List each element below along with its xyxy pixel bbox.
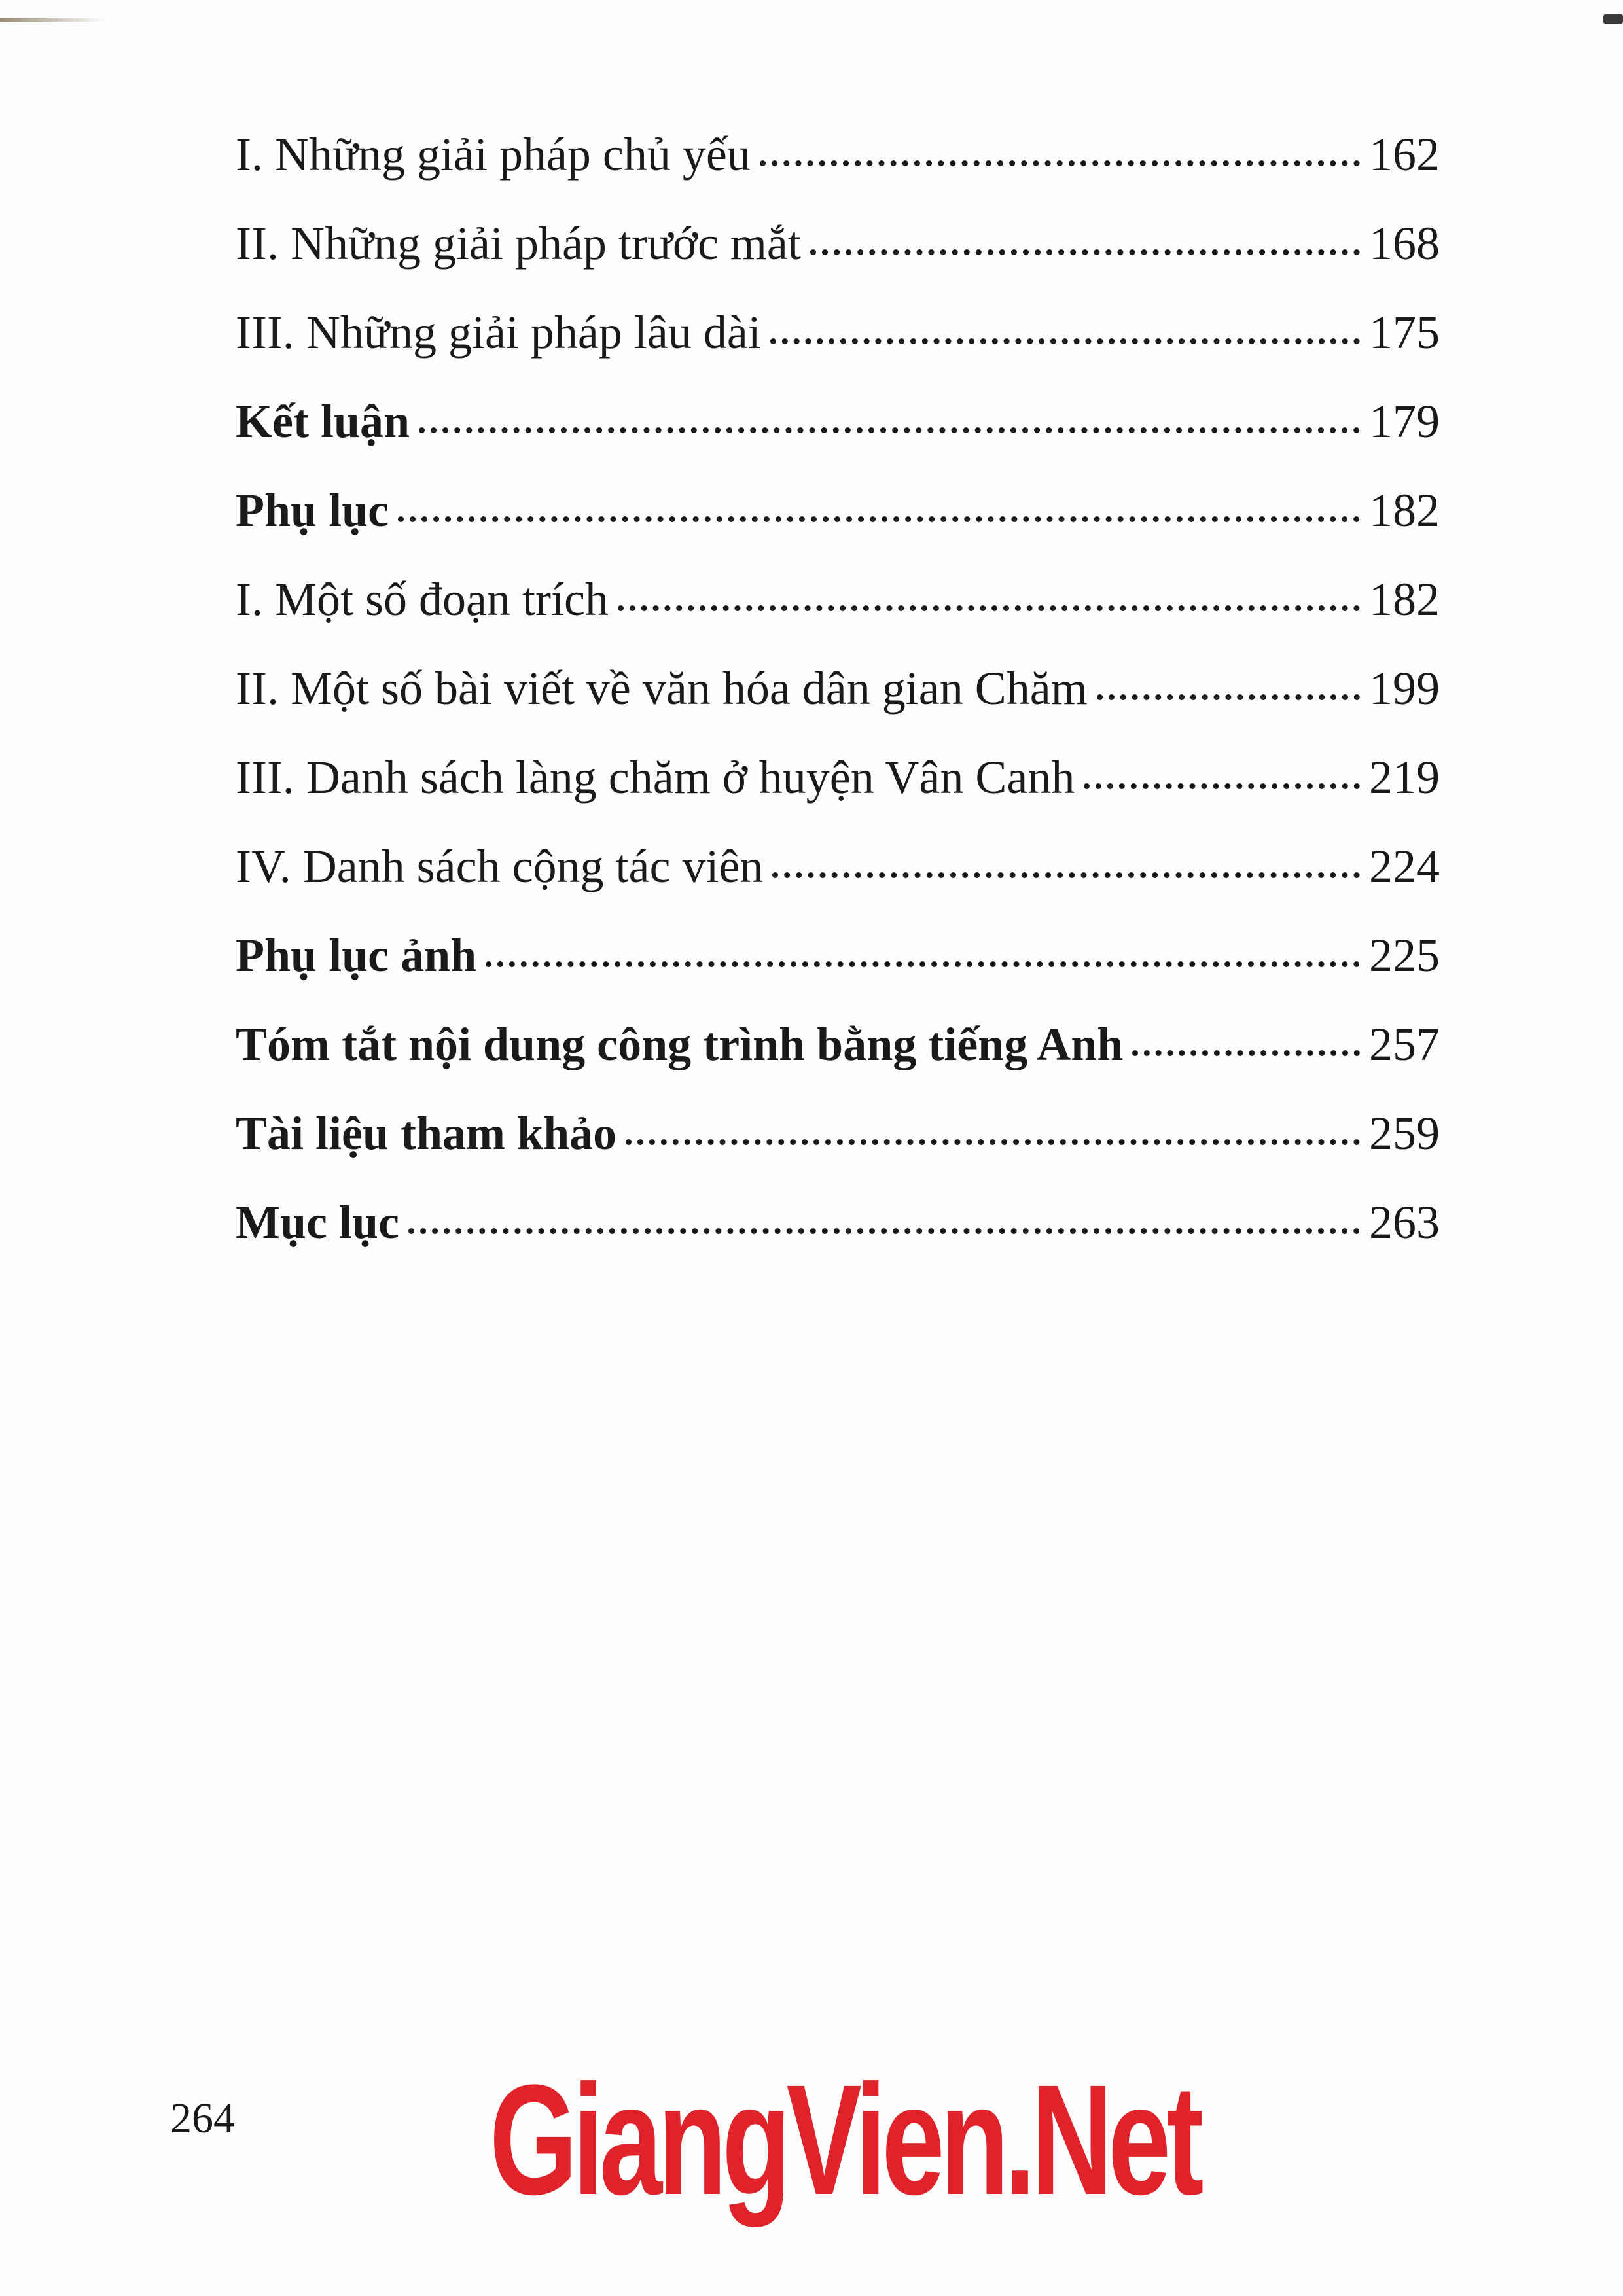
- toc-entry[interactable]: [236, 217, 1440, 309]
- toc-entry-page: 175: [1369, 306, 1440, 359]
- toc-entry[interactable]: [236, 306, 1440, 398]
- toc-entry-title: III. Những giải pháp lâu dài: [236, 306, 761, 359]
- toc-entry[interactable]: [236, 484, 1440, 576]
- toc-entry-title: Tài liệu tham khảo: [236, 1107, 617, 1159]
- toc-leader-dots: [1084, 783, 1360, 789]
- toc-entry-page: 257: [1369, 1018, 1440, 1070]
- toc-entry-title: Mục lục: [236, 1196, 399, 1248]
- toc-entry-page: 182: [1369, 484, 1440, 537]
- toc-entry-page: 168: [1369, 217, 1440, 270]
- scan-edge-mark: [0, 18, 105, 22]
- toc-leader-dots: [1132, 1050, 1360, 1056]
- toc-entry[interactable]: [236, 1018, 1440, 1110]
- toc-entry-page: 162: [1369, 128, 1440, 181]
- toc-entry[interactable]: [236, 929, 1440, 1021]
- toc-entry-title: Phụ lục ảnh: [236, 929, 477, 981]
- toc-leader-dots: [760, 160, 1360, 166]
- toc-entry-page: 225: [1369, 929, 1440, 981]
- toc-entry[interactable]: [236, 128, 1440, 220]
- toc-leader-dots: [486, 961, 1360, 967]
- watermark-logo: GiangVien.Net: [490, 2052, 1200, 2227]
- toc-entry-title: Phụ lục: [236, 484, 389, 537]
- toc-entry-title: II. Một số bài viết về văn hóa dân gian Chăm: [236, 662, 1088, 715]
- toc-leader-dots: [419, 427, 1360, 433]
- toc-leader-dots: [626, 1139, 1360, 1145]
- toc-entry-title: I. Một số đoạn trích: [236, 573, 609, 626]
- toc-entry-title: III. Danh sách làng chăm ở huyện Vân Canh: [236, 751, 1075, 804]
- toc-leader-dots: [408, 1228, 1360, 1234]
- toc-entry[interactable]: [236, 662, 1440, 754]
- toc-entry[interactable]: [236, 395, 1440, 487]
- toc-entry-title: Tóm tắt nội dung công trình bằng tiếng Anh: [236, 1018, 1124, 1070]
- toc-entry-page: 224: [1369, 840, 1440, 892]
- toc-entry[interactable]: [236, 573, 1440, 665]
- table-of-contents: [236, 128, 1440, 1288]
- toc-entry-title: IV. Danh sách cộng tác viên: [236, 840, 764, 892]
- toc-leader-dots: [398, 516, 1360, 522]
- toc-leader-dots: [772, 872, 1360, 878]
- toc-entry[interactable]: [236, 1196, 1440, 1288]
- toc-entry-page: 219: [1369, 751, 1440, 804]
- toc-leader-dots: [618, 605, 1360, 611]
- toc-entry[interactable]: [236, 751, 1440, 843]
- toc-entry-page: 182: [1369, 573, 1440, 626]
- toc-entry-title: Kết luận: [236, 395, 410, 448]
- toc-entry-page: 199: [1369, 662, 1440, 715]
- toc-entry-page: 263: [1369, 1196, 1440, 1248]
- scan-edge-mark: [1603, 14, 1623, 24]
- toc-entry[interactable]: [236, 840, 1440, 932]
- toc-leader-dots: [1097, 694, 1360, 700]
- toc-entry-title: II. Những giải pháp trước mắt: [236, 217, 801, 270]
- toc-leader-dots: [810, 249, 1360, 255]
- toc-entry-page: 259: [1369, 1107, 1440, 1159]
- toc-entry-page: 179: [1369, 395, 1440, 448]
- toc-leader-dots: [770, 338, 1360, 344]
- page-number: 264: [170, 2094, 235, 2142]
- toc-entry[interactable]: [236, 1107, 1440, 1199]
- toc-entry-title: I. Những giải pháp chủ yếu: [236, 128, 751, 181]
